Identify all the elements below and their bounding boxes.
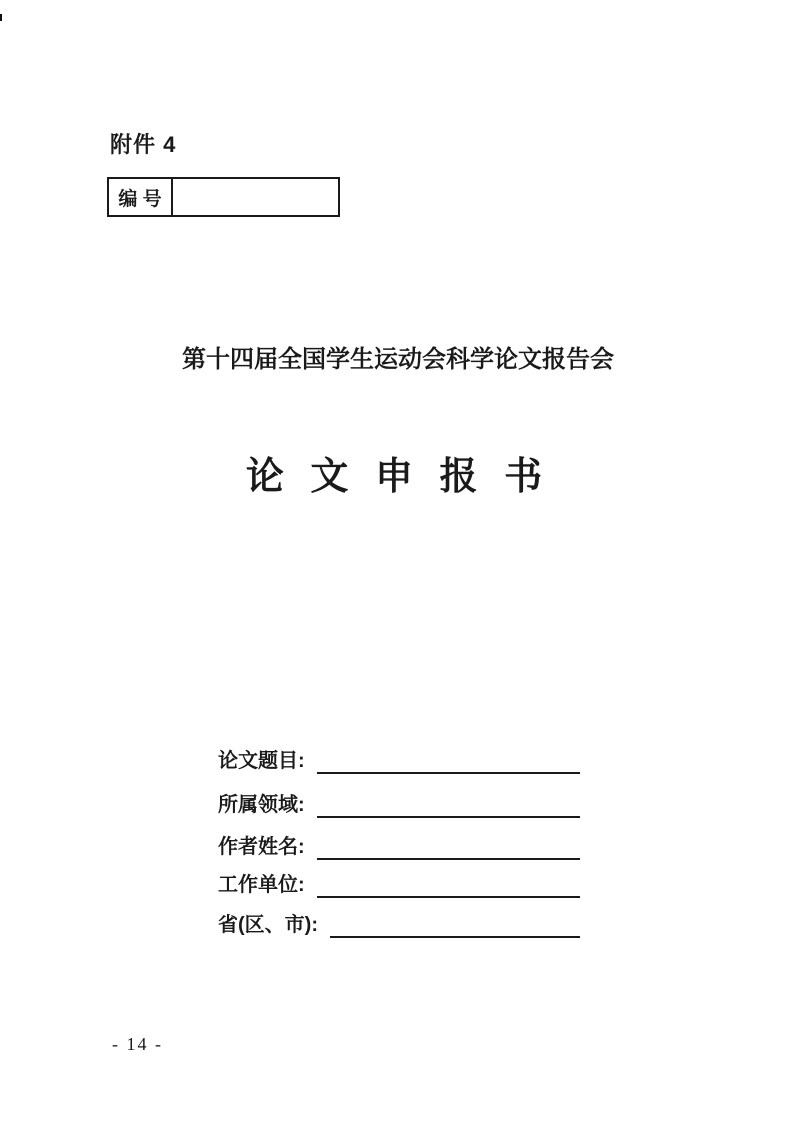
form-field-line [330,912,580,938]
form-field-line [317,792,580,818]
form-field-label: 工作单位: [218,874,305,896]
form-field-label: 作者姓名: [218,836,305,858]
form-title: 论 文 申 报 书 [245,456,551,498]
number-box-label: 编 号 [109,179,173,215]
form-field-line [317,834,580,860]
scan-artifact [0,14,2,21]
form-field-line [317,748,580,774]
form-field-line [317,872,580,898]
conference-title: 第十四届全国学生运动会科学论文报告会 [182,346,614,373]
form-row-province [218,914,580,938]
number-box [107,177,340,217]
form-row-author-name [218,836,580,860]
form-field-label: 所属领域: [218,794,305,816]
number-box-value [173,179,338,215]
form-field-label: 论文题目: [218,750,305,772]
form-row-paper-title [218,750,580,774]
form-row-field-of-study [218,794,580,818]
attachment-label: 附件 4 [110,132,177,157]
form-row-work-unit [218,874,580,898]
form-field-label: 省(区、市): [218,914,318,936]
page-number: - 14 - [112,1034,163,1054]
